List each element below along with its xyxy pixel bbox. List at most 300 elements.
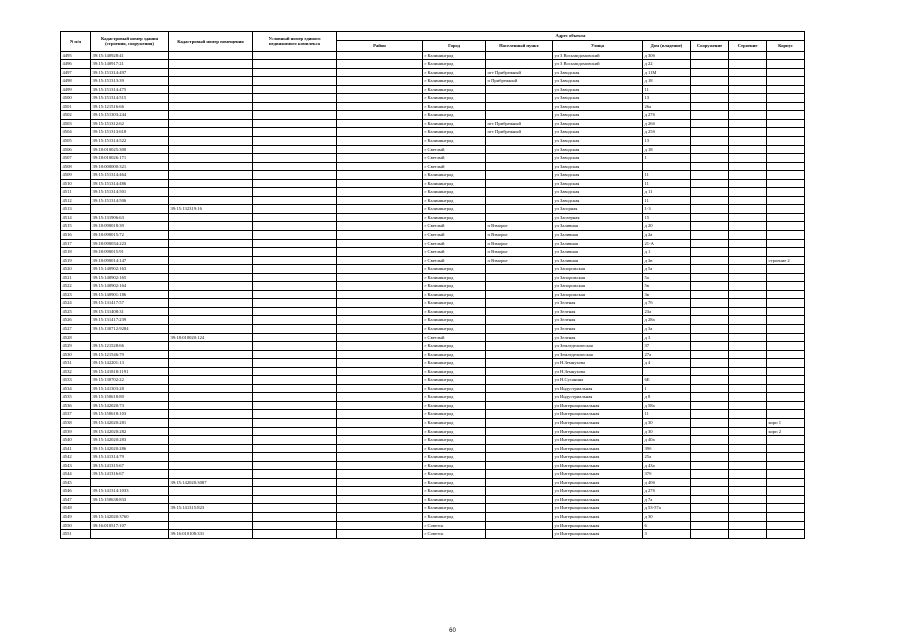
cell-street: ул Интернациональная <box>553 504 643 513</box>
cell-n: 4514 <box>61 213 91 222</box>
cell-korpus <box>767 51 805 60</box>
cell-korpus <box>767 154 805 163</box>
cell-locality <box>486 436 553 445</box>
cell-korpus <box>767 350 805 359</box>
cell-korpus <box>767 60 805 69</box>
cell-structure <box>691 384 729 393</box>
cell-eni <box>253 111 337 120</box>
cell-city: г Калининград <box>423 419 486 428</box>
cell-street: ул Запорожская <box>553 290 643 299</box>
table-row <box>61 248 805 257</box>
cell-house: д 7б <box>643 299 691 308</box>
cell-locality <box>486 359 553 368</box>
cell-n: 4529 <box>61 342 91 351</box>
cell-house: 11 <box>643 179 691 188</box>
cell-locality <box>486 333 553 342</box>
cell-street: ул Заводская <box>553 145 643 154</box>
cell-building <box>729 401 767 410</box>
cell-street: ул Индустриальная <box>553 393 643 402</box>
cell-district <box>337 444 423 453</box>
cell-cad-building: 39:15:142020:73 <box>91 401 169 410</box>
cell-korpus <box>767 453 805 462</box>
cell-cad-room <box>169 359 253 368</box>
cell-n: 4527 <box>61 325 91 334</box>
cell-cad-building: 39:15:151314:515 <box>91 94 169 103</box>
cell-structure <box>691 495 729 504</box>
cell-district <box>337 333 423 342</box>
cell-cad-room <box>169 188 253 197</box>
cell-city: г Калининград <box>423 119 486 128</box>
cell-structure <box>691 444 729 453</box>
cell-eni <box>253 94 337 103</box>
cell-locality <box>486 102 553 111</box>
cell-district <box>337 419 423 428</box>
cell-street: ул Запорожская <box>553 282 643 291</box>
cell-structure <box>691 410 729 419</box>
table-row <box>61 85 805 94</box>
cell-n: 4542 <box>61 453 91 462</box>
cell-structure <box>691 102 729 111</box>
cell-eni <box>253 230 337 239</box>
cell-cad-room <box>169 248 253 257</box>
table-body <box>61 51 805 538</box>
cell-eni <box>253 427 337 436</box>
table-row <box>61 77 805 86</box>
cell-city: г Калининград <box>423 359 486 368</box>
cell-eni <box>253 470 337 479</box>
cell-district <box>337 136 423 145</box>
cell-n: 4509 <box>61 171 91 180</box>
cell-eni <box>253 85 337 94</box>
cell-street: ул Интернациональная <box>553 453 643 462</box>
cell-city: г Калининград <box>423 265 486 274</box>
cell-structure <box>691 376 729 385</box>
cell-street: ул Интернациональная <box>553 444 643 453</box>
cell-city: г Калининград <box>423 128 486 137</box>
cell-locality: п Взморье <box>486 230 553 239</box>
cell-house: 11 <box>643 196 691 205</box>
cell-building <box>729 196 767 205</box>
cell-korpus <box>767 436 805 445</box>
cell-cad-building: 39:15:140928:41 <box>91 51 169 60</box>
cell-cad-building: 39:15:150618:80 <box>91 393 169 402</box>
cell-house: д 3а <box>643 325 691 334</box>
cell-house: д 27б <box>643 111 691 120</box>
cell-structure <box>691 342 729 351</box>
table-row <box>61 316 805 325</box>
cell-eni <box>253 145 337 154</box>
cell-locality <box>486 461 553 470</box>
cell-building <box>729 273 767 282</box>
cell-locality <box>486 376 553 385</box>
cell-cad-room <box>169 427 253 436</box>
cell-street: ул Заводская <box>553 94 643 103</box>
header-eni: Условный номер единого недвижимого комплекса <box>253 32 337 52</box>
cell-n: 4549 <box>61 513 91 522</box>
cell-eni <box>253 436 337 445</box>
cell-city: г Светлый <box>423 222 486 231</box>
cell-city: г Калининград <box>423 316 486 325</box>
cell-eni <box>253 521 337 530</box>
cell-house: 6 <box>643 521 691 530</box>
cell-structure <box>691 239 729 248</box>
cell-structure <box>691 273 729 282</box>
cell-district <box>337 68 423 77</box>
cell-building <box>729 333 767 342</box>
cell-n: 4517 <box>61 239 91 248</box>
cell-korpus <box>767 401 805 410</box>
cell-korpus <box>767 513 805 522</box>
cell-cad-building: 39:15:141303:28 <box>91 384 169 393</box>
cell-street: ул Интернациональная <box>553 495 643 504</box>
cell-korpus <box>767 111 805 120</box>
table-row <box>61 307 805 316</box>
cell-district <box>337 213 423 222</box>
cell-street: ул Заводская <box>553 102 643 111</box>
table-row <box>61 521 805 530</box>
table-row <box>61 393 805 402</box>
cell-building <box>729 384 767 393</box>
cell-building <box>729 410 767 419</box>
cell-korpus <box>767 444 805 453</box>
cell-structure <box>691 419 729 428</box>
cell-house: 11 <box>643 410 691 419</box>
cell-cad-room <box>169 290 253 299</box>
cell-korpus <box>767 196 805 205</box>
cell-district <box>337 316 423 325</box>
cell-house: д 30б <box>643 51 691 60</box>
cell-district <box>337 530 423 539</box>
cell-structure <box>691 196 729 205</box>
cell-city: г Калининград <box>423 436 486 445</box>
cell-n: 4515 <box>61 222 91 231</box>
cell-building <box>729 478 767 487</box>
table-row <box>61 453 805 462</box>
cell-korpus <box>767 342 805 351</box>
cell-cad-room <box>169 307 253 316</box>
cell-korpus <box>767 393 805 402</box>
cell-cad-building <box>91 205 169 214</box>
cell-city: г Калининград <box>423 179 486 188</box>
cell-cad-room <box>169 495 253 504</box>
cell-locality <box>486 290 553 299</box>
cell-street: ул Заводская <box>553 77 643 86</box>
cell-city: г Светлый <box>423 256 486 265</box>
cell-district <box>337 350 423 359</box>
cell-cad-room <box>169 299 253 308</box>
cell-city: г Калининград <box>423 85 486 94</box>
cell-street: ул Зеленая <box>553 333 643 342</box>
cell-district <box>337 60 423 69</box>
cell-cad-building: 39:15:150638:833 <box>91 495 169 504</box>
cell-house: д 22 <box>643 60 691 69</box>
cell-district <box>337 427 423 436</box>
table-row <box>61 179 805 188</box>
cell-locality <box>486 94 553 103</box>
cell-eni <box>253 102 337 111</box>
cell-cad-room <box>169 513 253 522</box>
cell-district <box>337 504 423 513</box>
cell-eni <box>253 359 337 368</box>
cell-street: ул Заливная <box>553 248 643 257</box>
cell-locality: пгт Прибрежный <box>486 128 553 137</box>
cell-n: 4540 <box>61 436 91 445</box>
cell-korpus: корп 1 <box>767 419 805 428</box>
cell-locality <box>486 282 553 291</box>
cell-district <box>337 179 423 188</box>
cell-n: 4526 <box>61 316 91 325</box>
cell-n: 4534 <box>61 384 91 393</box>
cell-building <box>729 188 767 197</box>
page-number: 60 <box>449 628 456 634</box>
cell-house: д 18 <box>643 145 691 154</box>
cell-house: 5в <box>643 282 691 291</box>
cell-korpus <box>767 171 805 180</box>
cell-cad-room <box>169 128 253 137</box>
cell-building <box>729 290 767 299</box>
cell-locality: пгт Прибрежный <box>486 119 553 128</box>
cell-structure <box>691 171 729 180</box>
table-row <box>61 94 805 103</box>
cell-n: 4538 <box>61 419 91 428</box>
cell-cad-room <box>169 102 253 111</box>
table-row <box>61 290 805 299</box>
cell-city: г Калининград <box>423 307 486 316</box>
cell-house: 37б <box>643 470 691 479</box>
cell-structure <box>691 521 729 530</box>
cell-korpus <box>767 384 805 393</box>
cell-house: д 2а <box>643 230 691 239</box>
cell-korpus <box>767 248 805 257</box>
cell-house: д 11М <box>643 68 691 77</box>
table-row <box>61 256 805 265</box>
header-city: Город <box>423 41 486 52</box>
cell-korpus <box>767 530 805 539</box>
cell-street: ул Заливная <box>553 256 643 265</box>
cell-locality: п Взморье <box>486 256 553 265</box>
cell-house: д 7а <box>643 495 691 504</box>
cell-cad-room <box>169 85 253 94</box>
cell-house: д 3 <box>643 333 691 342</box>
cell-district <box>337 495 423 504</box>
cell-city: г Калининград <box>423 401 486 410</box>
table-row <box>61 478 805 487</box>
cell-cad-room <box>169 350 253 359</box>
cell-building <box>729 94 767 103</box>
cell-building <box>729 128 767 137</box>
cell-city: г Калининград <box>423 51 486 60</box>
cell-city: г Калининград <box>423 273 486 282</box>
table-row <box>61 461 805 470</box>
table-row <box>61 230 805 239</box>
table-row <box>61 265 805 274</box>
cell-cad-room <box>169 367 253 376</box>
cell-building <box>729 213 767 222</box>
cell-n: 4518 <box>61 248 91 257</box>
cell-district <box>337 325 423 334</box>
cell-eni <box>253 290 337 299</box>
cell-locality <box>486 51 553 60</box>
cell-street: ул Заводская <box>553 196 643 205</box>
table-row <box>61 495 805 504</box>
header-cad-building: Кадастровый номер здания (строения, сооружения) <box>91 32 169 52</box>
cell-building <box>729 85 767 94</box>
cell-structure <box>691 316 729 325</box>
cell-street: ул Запорожская <box>553 265 643 274</box>
cell-district <box>337 162 423 171</box>
cell-building <box>729 521 767 530</box>
cell-building <box>729 487 767 496</box>
cell-street: ул Запорожская <box>553 273 643 282</box>
cell-n: 4507 <box>61 154 91 163</box>
cell-n: 4531 <box>61 359 91 368</box>
cell-district <box>337 188 423 197</box>
cell-cad-room: 39:18:010020:124 <box>169 333 253 342</box>
cell-house: 26а <box>643 102 691 111</box>
cell-cad-room <box>169 273 253 282</box>
cell-house: 3 <box>643 530 691 539</box>
cell-building <box>729 162 767 171</box>
cell-house: д 1 <box>643 248 691 257</box>
cell-city: г Калининград <box>423 453 486 462</box>
cell-korpus <box>767 162 805 171</box>
cell-eni <box>253 367 337 376</box>
cell-structure <box>691 222 729 231</box>
cell-locality <box>486 188 553 197</box>
cell-street: ул Интернациональная <box>553 530 643 539</box>
registry-sheet <box>60 31 805 539</box>
cell-korpus <box>767 128 805 137</box>
table-row <box>61 359 805 368</box>
cell-street: ул Зеленая <box>553 325 643 334</box>
cell-city: г Калининград <box>423 350 486 359</box>
cell-n: 4520 <box>61 265 91 274</box>
cell-city: г Калининград <box>423 282 486 291</box>
table-row <box>61 119 805 128</box>
cell-district <box>337 470 423 479</box>
cell-n: 4505 <box>61 136 91 145</box>
cell-eni <box>253 77 337 86</box>
cell-n: 4510 <box>61 179 91 188</box>
cell-structure <box>691 205 729 214</box>
cell-structure <box>691 307 729 316</box>
cell-locality <box>486 111 553 120</box>
cell-street: ул Земледельческая <box>553 350 643 359</box>
cell-n: 4504 <box>61 128 91 137</box>
cell-eni <box>253 239 337 248</box>
cell-eni <box>253 513 337 522</box>
cell-street: ул Н.Земнухова <box>553 359 643 368</box>
cell-building <box>729 171 767 180</box>
cell-district <box>337 513 423 522</box>
cell-building <box>729 461 767 470</box>
cell-city: г Калининград <box>423 325 486 334</box>
cell-locality: пгт Прибрежный <box>486 68 553 77</box>
cell-n: 4497 <box>61 68 91 77</box>
cell-structure <box>691 530 729 539</box>
cell-structure <box>691 60 729 69</box>
cell-locality <box>486 453 553 462</box>
table-row <box>61 145 805 154</box>
cell-cad-building: 39:16:010517:107 <box>91 521 169 530</box>
cell-building <box>729 282 767 291</box>
cell-eni <box>253 376 337 385</box>
cell-street: ул Заводская <box>553 119 643 128</box>
cell-locality <box>486 410 553 419</box>
cell-city: г Калининград <box>423 77 486 86</box>
cell-cad-room <box>169 77 253 86</box>
cell-house: д 27б <box>643 487 691 496</box>
table-row <box>61 239 805 248</box>
cell-cad-room <box>169 94 253 103</box>
cell-cad-building: 39:15:142201:13 <box>91 359 169 368</box>
cell-house: 15 <box>643 213 691 222</box>
cell-korpus <box>767 495 805 504</box>
table-row <box>61 51 805 60</box>
cell-street: ул Интернациональная <box>553 470 643 479</box>
cell-district <box>337 478 423 487</box>
cell-building <box>729 111 767 120</box>
cell-cad-building: 39:15:151314:506 <box>91 196 169 205</box>
table-row <box>61 102 805 111</box>
cell-street: ул Зеленая <box>553 299 643 308</box>
cell-district <box>337 256 423 265</box>
cell-city: г Калининград <box>423 171 486 180</box>
cell-city: г Калининград <box>423 461 486 470</box>
cell-building <box>729 470 767 479</box>
cell-structure <box>691 359 729 368</box>
cell-street: ул Заводская <box>553 85 643 94</box>
cell-house: 27а <box>643 350 691 359</box>
cell-city: г Калининград <box>423 290 486 299</box>
cell-cad-building: 39:18:090015:91 <box>91 248 169 257</box>
cell-korpus <box>767 282 805 291</box>
cell-street: ул Интернациональная <box>553 461 643 470</box>
cell-building <box>729 230 767 239</box>
cell-house: 11 <box>643 85 691 94</box>
table-row <box>61 401 805 410</box>
cell-street: ул Интернациональная <box>553 410 643 419</box>
cell-korpus <box>767 239 805 248</box>
cell-cad-room <box>169 230 253 239</box>
cell-cad-room <box>169 436 253 445</box>
cell-structure <box>691 179 729 188</box>
cell-house: д 18 <box>643 77 691 86</box>
cell-n: 4516 <box>61 230 91 239</box>
cell-street: ул Н.Земнухова <box>553 367 643 376</box>
cell-korpus <box>767 188 805 197</box>
cell-structure <box>691 453 729 462</box>
header-cad-room: Кадастровый номер помещения <box>169 32 253 52</box>
cell-city: г Калининград <box>423 504 486 513</box>
cell-locality <box>486 136 553 145</box>
cell-city: г Калининград <box>423 495 486 504</box>
cell-building <box>729 51 767 60</box>
cell-city: г Светлый <box>423 248 486 257</box>
cell-locality <box>486 265 553 274</box>
cell-korpus <box>767 94 805 103</box>
cell-cad-building: 39:15:140901:186 <box>91 290 169 299</box>
cell-structure <box>691 94 729 103</box>
cell-city: г Калининград <box>423 487 486 496</box>
table-row <box>61 530 805 539</box>
cell-korpus <box>767 521 805 530</box>
cell-city: г Калининград <box>423 367 486 376</box>
cell-korpus <box>767 179 805 188</box>
cell-district <box>337 119 423 128</box>
cell-street: ул Интернациональная <box>553 521 643 530</box>
cell-cad-building: 39:15:121528:66 <box>91 342 169 351</box>
